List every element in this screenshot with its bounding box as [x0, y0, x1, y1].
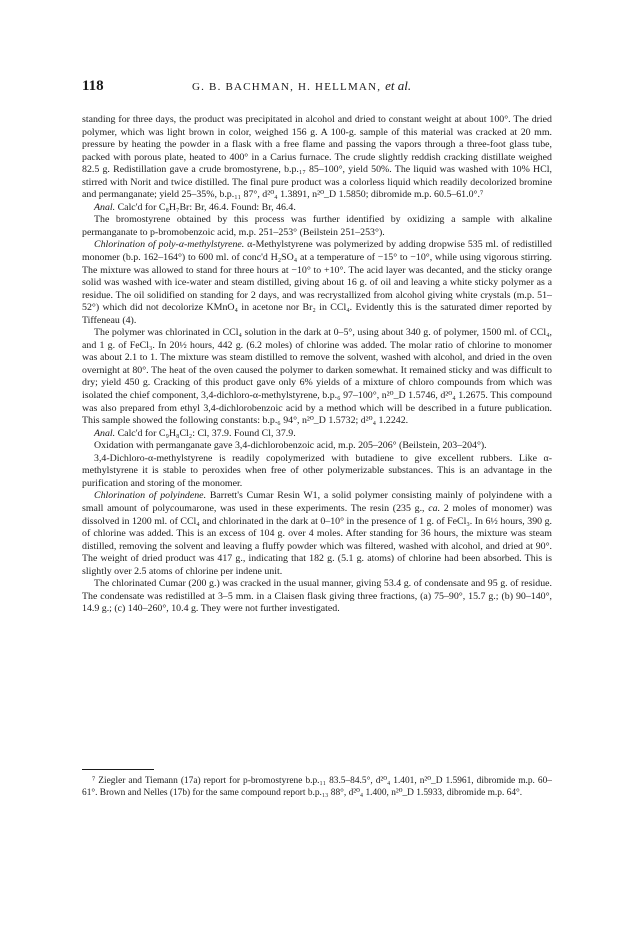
text-run: Calc'd for C₈H₇Br: Br, 46.4. Found: Br, 46.4.	[115, 201, 296, 213]
text-run: 2 moles of monomer) was dissolved in 1200 ml. of CCl₄ and chlorinated in the dark at 0–10° in the presence of 1 g. of FeCl₃. In 6½ hours, 390 g. of chlorine was added. This is an excess of 104 g. over 4 moles. After standing for 36 hours, the mixture was steam distilled, removing the solvent and leaving a fluffy powder which was filtered, washed with alcohol, and dried at 90°. The weight of dried product was 417 g., indicating that 182 g. (5.1 g. atoms) of chlorine had been absorbed. This is slightly over 2.5 atoms of chlorine per indene unit.	[82, 502, 553, 577]
text-run: α-Methylstyrene was polymerized by adding dropwise 535 ml. of redistilled monomer (b.p. 162–164°) to 600 ml. of conc'd H₂SO₄ at a temperature of −15° to −10°, while using vigorous stirring. The mixture was allowed to stand for three hours at −10° to +10°. The acid layer was decanted, and the sticky orange solid was washed with ice-water and steam distilled, giving about 16 g. of oil and leaving a white sticky polymer as a residue. The oil solidified on standing for 2 days, and was recrystallized from alcohol giving white crystals (m.p. 51–52°) which did not decolorize KMnO₄ in acetone nor Br₂ in CCl₄. Evidently this is the saturated dimer reported by Tiffeneau (4).	[82, 239, 552, 326]
running-head-authors: G. B. BACHMAN, H. HELLMAN,	[192, 81, 382, 93]
paragraph	[82, 453, 552, 491]
paragraph	[82, 114, 552, 202]
text-run: Barrett's Cumar Resin W1, a solid polymer consisting mainly of polyindene with a small amount of polycoumarone, was used in these experiments. The resin (235 g.,	[82, 490, 552, 514]
running-head-etal: et al.	[385, 78, 412, 93]
footnote-rule	[82, 769, 154, 770]
paragraph	[82, 578, 552, 616]
text-run: The chlorinated Cumar (200 g.) was cracked in the usual manner, giving 53.4 g. of condensate and 95 g. of residue. The condensate was redistilled at 3–5 mm. in a Claisen flask giving three fractions, (a) 75–90°, 15.7 g.; (b) 90–140°, 14.9 g.; (c) 140–260°, 10.4 g. They were not further investigated.	[82, 578, 552, 615]
text-run: standing for three days, the product was precipitated in alcohol and dried to constant weight at about 100°. The dried polymer, which was light brown in color, weighed 156 g. A 100-g. sample of this material was cracked at 20 mm. pressure by heating the powder in a flask with a free flame and passing the vapors through a three-foot glass tube, packed with porous plate, heated to 400° in a Carius furnace. The crude slightly reddish cracking distillate weighed 82.5 g. Redistillation gave a crude bromostyrene, b.p.₁₇ 85–100°, yield 50%. The liquid was washed with 10% HCl, stirred with Norit and twice distilled. The final pure product was a colorless liquid which readily decolorized bromine and permanganate; yield 25–35%, b.p.₁₁ 87°, d²⁰₄ 1.3891, n²⁰_D 1.5850; dibromide m.p. 60.5–61.0°.⁷	[82, 114, 552, 201]
italic-run: Chlorination of polyindene.	[94, 490, 207, 502]
text-run: Calc'd for C₉H₈Cl₂: Cl, 37.9. Found Cl, 37.9.	[115, 427, 296, 439]
italic-run: Anal.	[94, 201, 116, 213]
text-run: Oxidation with permanganate gave 3,4-dichlorobenzoic acid, m.p. 205–206° (Beilstein, 203–204°).	[94, 440, 487, 452]
paragraph	[82, 327, 552, 427]
paragraph	[82, 239, 552, 327]
body-text	[82, 114, 552, 616]
text-run: The bromostyrene obtained by this process was further identified by oxidizing a sample with alkaline permanganate to p-bromobenzoic acid, m.p. 251–253° (Beilstein 251–253°).	[82, 214, 552, 238]
footnote: ⁷ Ziegler and Tiemann (17a) report for p-bromostyrene b.p.₁₁ 83.5–84.5°, d²⁰₄ 1.401, n²⁰_D 1.5961, dibromide m.p. 60–61°. Brown and Nelles (17b) for the same compound report b.p.₁₃ 88°, d²⁰₄ 1.400, n²⁰_D 1.5933, dibromide m.p. 64°.	[82, 776, 552, 799]
italic-run: ca.	[428, 502, 441, 514]
text-run: The polymer was chlorinated in CCl₄ solution in the dark at 0–5°, using about 340 g. of polymer, 1500 ml. of CCl₄, and 1 g. of FeCl₃. In 20½ hours, 442 g. (6.2 moles) of chlorine was added. The molar ratio of chlorine to monomer was about 2.1 to 1. The mixture was steam distilled to remove the solvent, washed with alcohol, and dried in the oven overnight at 80°. The heat of the oven caused the polymer to darken somewhat. It remained sticky and was difficult to dry; yield 450 g. Cracking of this product gave only 6% yields of a mixture of chloro compounds from which was isolated the chief component, 3,4-dichloro-α-methylstyrene, b.p.₆ 97–100°, n²⁰_D 1.5746, d²⁰₄ 1.2675. This compound was also prepared from ethyl 3,4-dichlorobenzoic acid by a method which will be described in a future publication. This sample showed the following constants: b.p.₆ 94°, n²⁰_D 1.5732; d²⁰₄ 1.2242.	[82, 327, 552, 427]
paragraph	[82, 428, 552, 441]
paragraph	[82, 440, 552, 453]
text-run: 3,4-Dichloro-α-methylstyrene is readily copolymerized with butadiene to give excellent rubbers. Like α-methylstyrene it is stable to peroxides when free of other polymerizable substances. This is an advantage in the purification and storing of the monomer.	[82, 452, 552, 489]
paragraph	[82, 202, 552, 215]
running-head	[192, 78, 552, 94]
paragraph	[82, 214, 552, 239]
italic-run: Anal.	[94, 427, 116, 439]
footnotes	[82, 775, 552, 799]
page-header	[82, 78, 552, 98]
italic-run: Chlorination of poly-α-methylstyrene.	[94, 239, 245, 251]
page-number: 118	[82, 78, 104, 94]
paragraph	[82, 490, 552, 578]
